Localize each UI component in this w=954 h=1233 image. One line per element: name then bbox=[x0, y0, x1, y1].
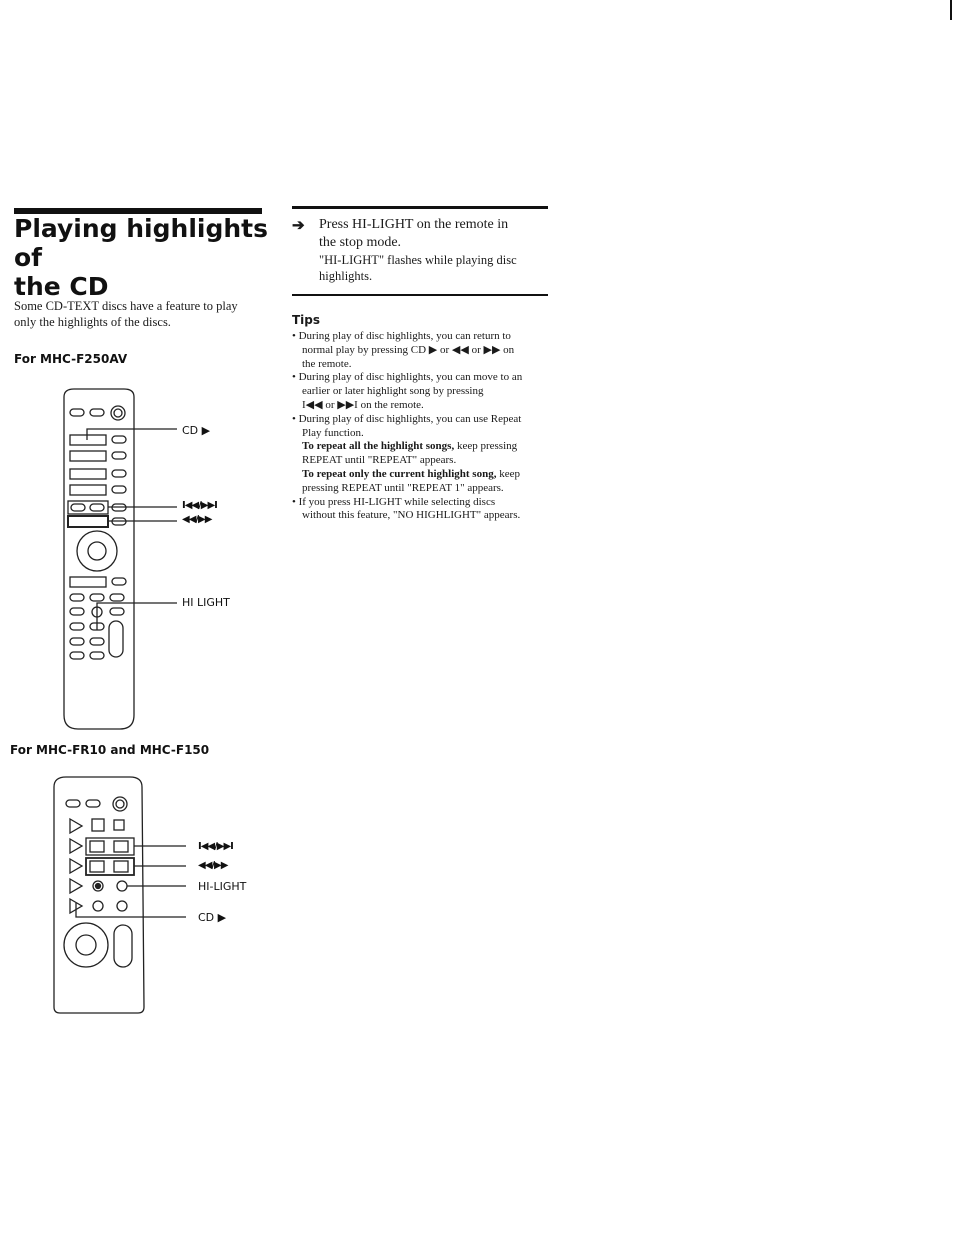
model1-heading: For MHC-F250AV bbox=[14, 352, 128, 366]
tip3-line4: REPEAT until "REPEAT" appears. bbox=[302, 454, 457, 467]
tip-item bbox=[292, 495, 552, 524]
intro-line1: Some CD-TEXT discs have a feature to play bbox=[14, 299, 238, 313]
intro-line2: only the highlights of the discs. bbox=[14, 315, 171, 329]
remote-illustration-f250av bbox=[50, 385, 260, 735]
callout-cd-play-2: CD ▶ bbox=[198, 911, 227, 924]
step-bottom-rule bbox=[292, 294, 548, 296]
tips-heading: Tips bbox=[292, 313, 321, 327]
callout-search-2: ◀◀/▶▶ bbox=[198, 860, 228, 871]
tip2-line3: I◀◀ or ▶▶I on the remote. bbox=[302, 398, 424, 411]
callout-hi-light-1: HI LIGHT bbox=[182, 596, 230, 609]
step-instruction bbox=[319, 216, 544, 252]
tip3-repeat-all-rest: keep pressing bbox=[454, 440, 518, 453]
tip-item bbox=[292, 371, 552, 412]
tip3-line1: • During play of disc highlights, you can use Repeat bbox=[292, 412, 522, 425]
tip-item bbox=[292, 330, 552, 371]
intro-text bbox=[14, 298, 264, 330]
tip3-repeat-all-label: To repeat all the highlight songs, bbox=[302, 440, 455, 453]
page-title-line1: Playing highlights of bbox=[14, 214, 268, 272]
tip1-line2: normal play by pressing CD ▶ or ◀◀ or ▶▶ on bbox=[302, 343, 515, 356]
tips-list bbox=[292, 330, 552, 523]
step-note-line2: highlights. bbox=[319, 268, 373, 283]
step-arrow-icon: ➔ bbox=[292, 218, 305, 234]
callout-search-1: ◀◀/▶▶ bbox=[182, 514, 212, 525]
tip2-line2: earlier or later highlight song by pressing bbox=[302, 385, 484, 398]
tip3-repeat-one-rest: keep bbox=[496, 467, 520, 480]
page-title-line2: the CD bbox=[14, 272, 109, 301]
tip1-line1: • During play of disc highlights, you can return to bbox=[292, 330, 511, 342]
tip1-line3: the remote. bbox=[302, 357, 352, 370]
callout-cd-play-1: CD ▶ bbox=[182, 424, 211, 437]
page-edge-mark bbox=[950, 0, 952, 20]
tip4-line2: without this feature, "NO HIGHLIGHT" appears. bbox=[302, 509, 521, 522]
tip4-line1: • If you press HI-LIGHT while selecting discs bbox=[292, 495, 496, 508]
callout-skip-2: I◀◀/▶▶I bbox=[198, 841, 233, 852]
callout-skip-1: I◀◀/▶▶I bbox=[182, 500, 217, 511]
step-top-rule bbox=[292, 206, 548, 209]
step-instruction-line1: Press HI-LIGHT on the remote in bbox=[319, 217, 509, 232]
page-title bbox=[14, 214, 274, 301]
remote-illustration-fr10-f150 bbox=[50, 775, 260, 1025]
step-note bbox=[319, 253, 544, 284]
model2-heading: For MHC-FR10 and MHC-F150 bbox=[10, 743, 210, 757]
step-instruction-line2: the stop mode. bbox=[319, 235, 402, 250]
tip2-line1: • During play of disc highlights, you can move to an bbox=[292, 371, 523, 384]
tip3-line2: Play function. bbox=[302, 426, 364, 439]
tip-item bbox=[292, 412, 552, 496]
step-note-line1: "HI-LIGHT" flashes while playing disc bbox=[319, 253, 517, 267]
tip3-repeat-one-label: To repeat only the current highlight song, bbox=[302, 467, 497, 480]
callout-hi-light-2: HI-LIGHT bbox=[198, 880, 247, 893]
tip3-line6: pressing REPEAT until "REPEAT 1" appears. bbox=[302, 481, 504, 494]
